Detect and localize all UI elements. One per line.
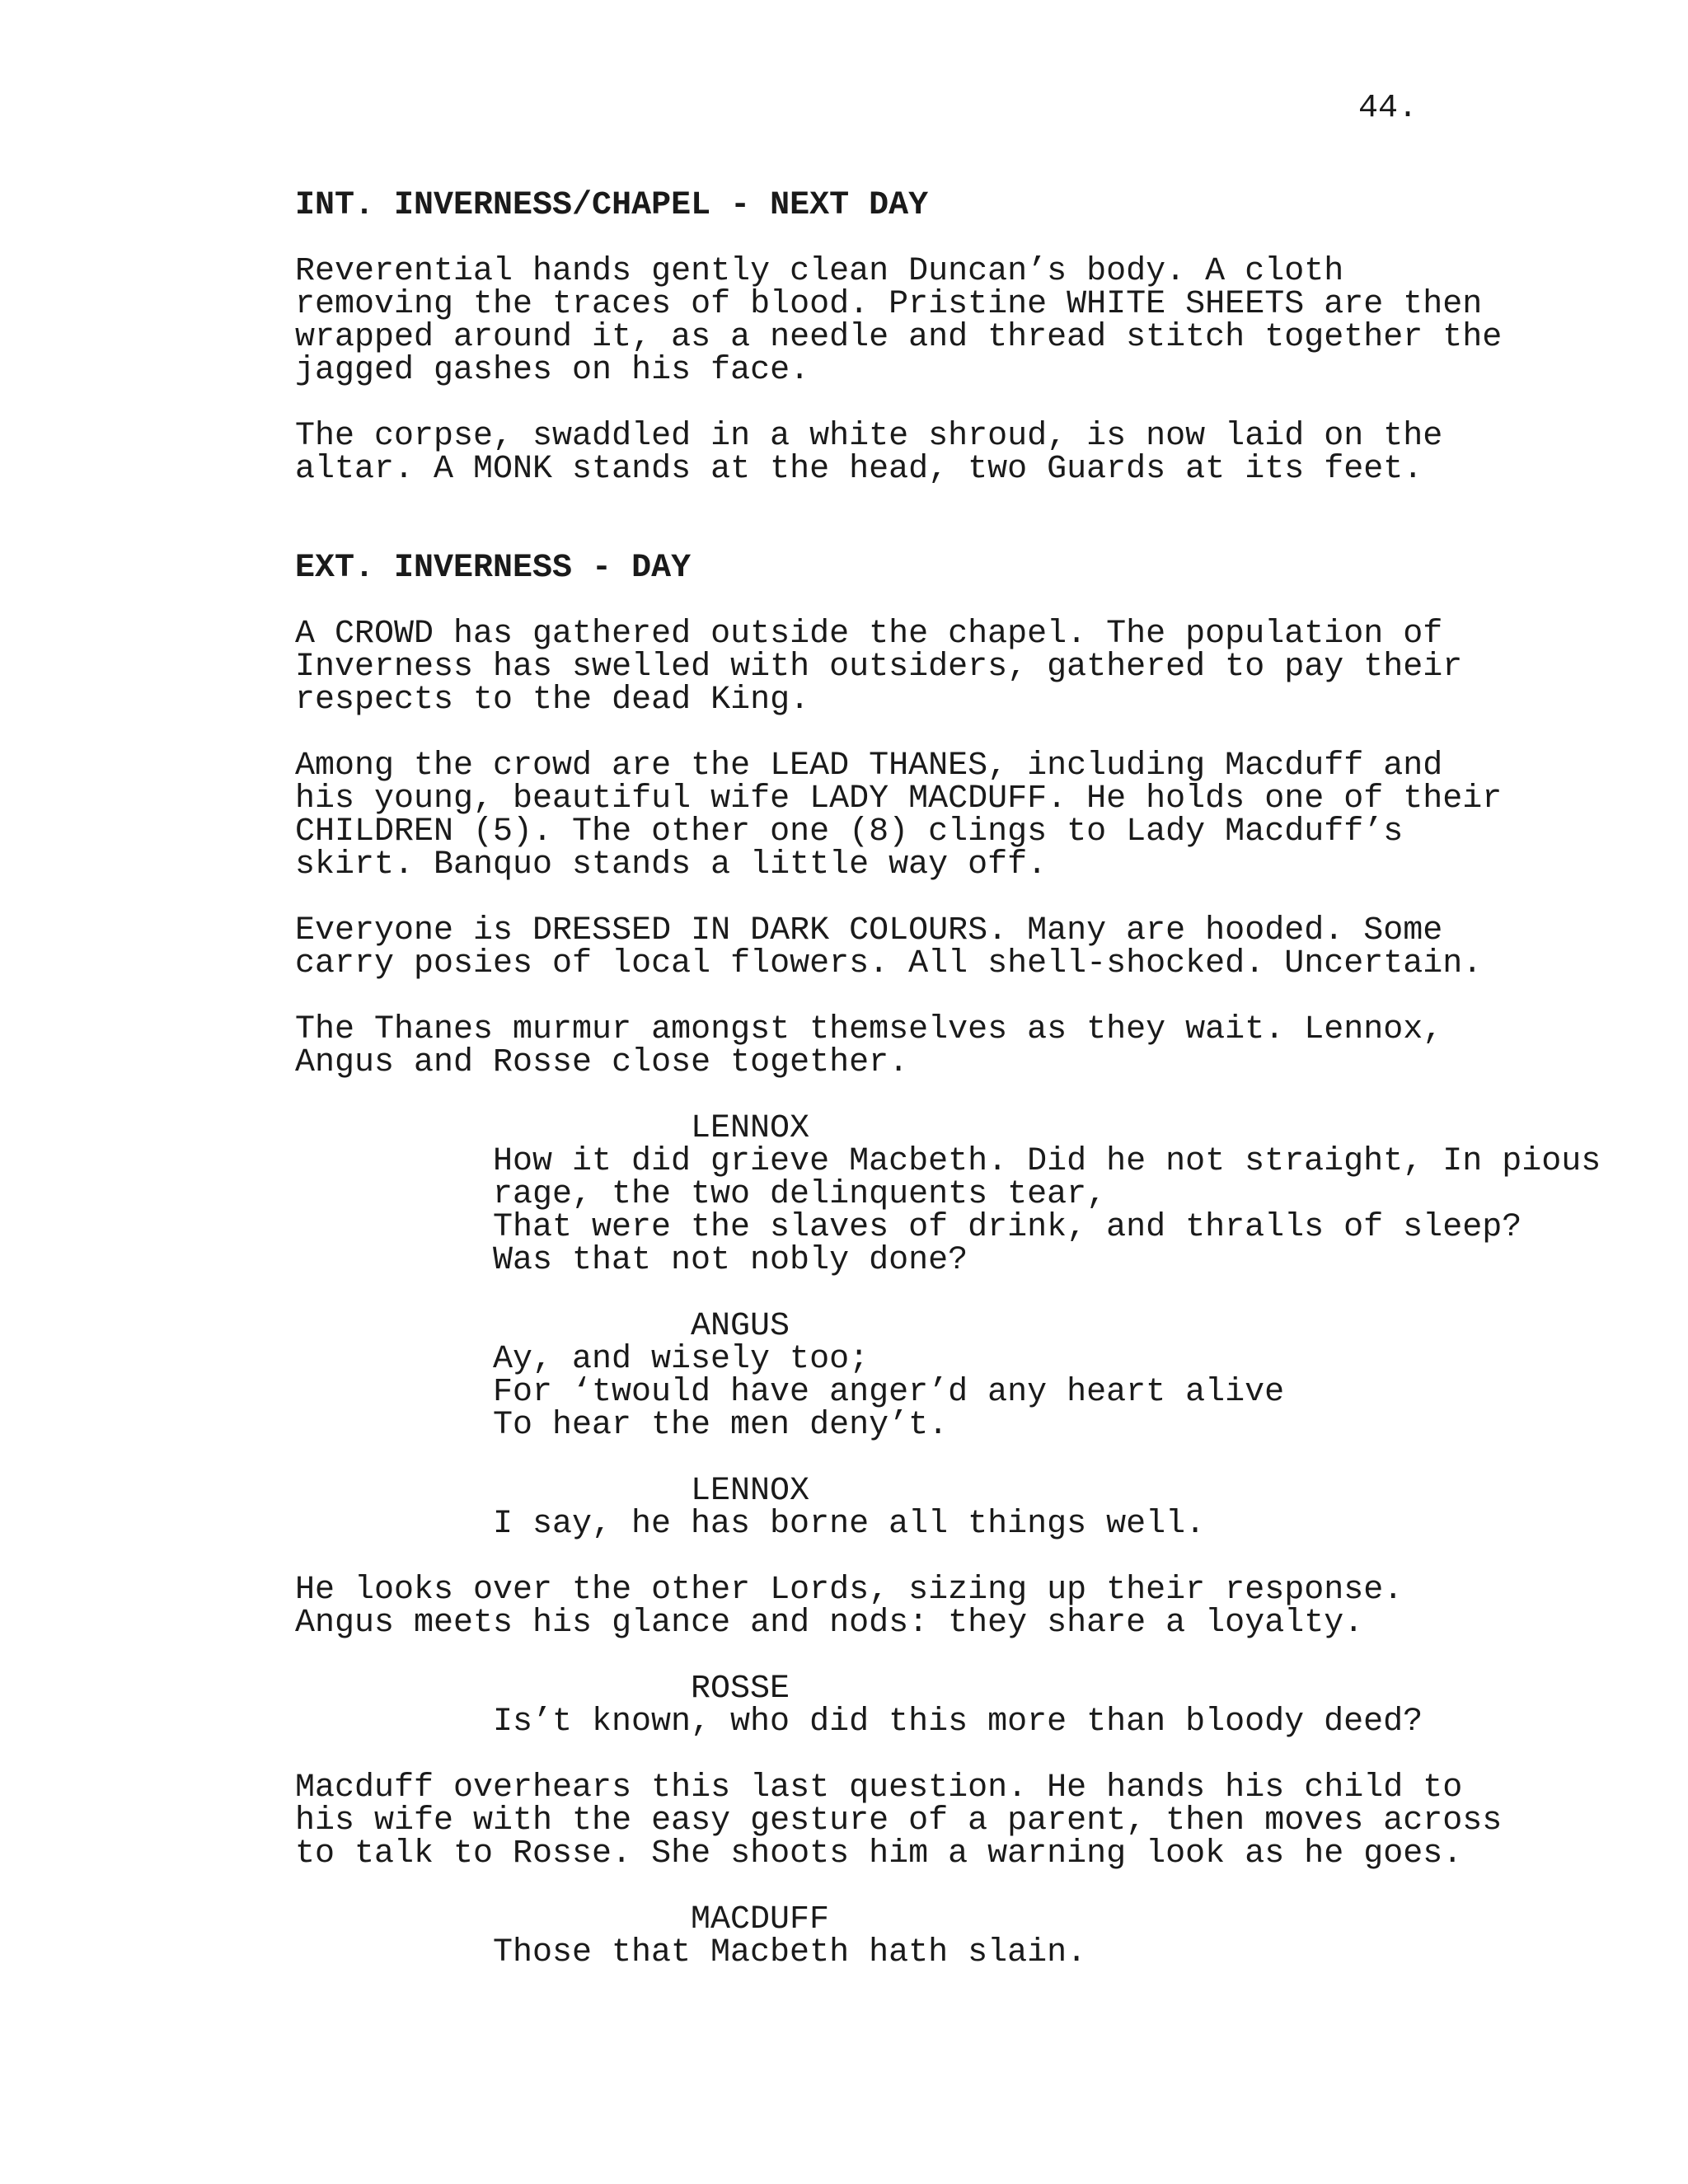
action-paragraph bbox=[295, 1011, 1630, 1081]
dialogue-line: Is’t known, who did this more than bloody deed? bbox=[493, 1704, 1423, 1741]
action-line: Everyone is DRESSED IN DARK COLOURS. Many are hooded. Some bbox=[295, 912, 1443, 949]
action-line: altar. A MONK stands at the head, two Guards at its feet. bbox=[295, 451, 1423, 488]
action-line: jagged gashes on his face. bbox=[295, 352, 810, 389]
dialogue-line: rage, the two delinquents tear, bbox=[493, 1176, 1107, 1213]
action-line: respects to the dead King. bbox=[295, 682, 810, 719]
action-line: wrapped around it, as a needle and thread stitch together the bbox=[295, 319, 1503, 356]
scene-heading: EXT. INVERNESS - DAY bbox=[295, 550, 692, 587]
dialogue-line: To hear the men deny’t. bbox=[493, 1407, 949, 1444]
action-line: A CROWD has gathered outside the chapel. The population of bbox=[295, 616, 1443, 653]
action-line: The corpse, swaddled in a white shroud, is now laid on the bbox=[295, 418, 1443, 455]
dialogue-line: That were the slaves of drink, and thralls of sleep? bbox=[493, 1209, 1522, 1246]
action-line: Macduff overhears this last question. He hands his child to bbox=[295, 1769, 1463, 1807]
dialogue-block bbox=[493, 1110, 1630, 1279]
dialogue-line: I say, he has borne all things well. bbox=[493, 1506, 1206, 1543]
action-paragraph bbox=[295, 618, 1630, 717]
action-line: CHILDREN (5). The other one (8) clings to Lady Macduff’s bbox=[295, 813, 1404, 851]
action-line: removing the traces of blood. Pristine WHITE SHEETS are then bbox=[295, 286, 1483, 323]
dialogue-line: How it did grieve Macbeth. Did he not straight, In pious bbox=[493, 1143, 1601, 1180]
character-name: ROSSE bbox=[691, 1671, 790, 1708]
action-paragraph bbox=[295, 255, 1630, 387]
action-line: He looks over the other Lords, sizing up their response. bbox=[295, 1572, 1404, 1609]
dialogue-line: Those that Macbeth hath slain. bbox=[493, 1934, 1087, 1971]
dialogue-line: Ay, and wisely too; bbox=[493, 1341, 870, 1378]
dialogue-block bbox=[493, 1475, 1630, 1541]
action-paragraph bbox=[295, 420, 1630, 486]
action-line: to talk to Rosse. She shoots him a warning look as he goes. bbox=[295, 1835, 1463, 1872]
action-line: Angus meets his glance and nods: they share a loyalty. bbox=[295, 1605, 1364, 1642]
action-line: skirt. Banquo stands a little way off. bbox=[295, 846, 1048, 883]
action-line: Inverness has swelled with outsiders, gathered to pay their bbox=[295, 649, 1463, 686]
action-line: Among the crowd are the LEAD THANES, including Macduff and bbox=[295, 748, 1443, 785]
action-line: Angus and Rosse close together. bbox=[295, 1044, 909, 1081]
dialogue-block bbox=[493, 1673, 1630, 1739]
character-name: ANGUS bbox=[691, 1308, 790, 1345]
page-number: 44. bbox=[1358, 90, 1418, 127]
action-line: his young, beautiful wife LADY MACDUFF. He holds one of their bbox=[295, 780, 1503, 818]
action-paragraph bbox=[295, 912, 1630, 982]
dialogue-line: Was that not nobly done? bbox=[493, 1242, 968, 1279]
action-line: his wife with the easy gesture of a parent, then moves across bbox=[295, 1802, 1503, 1840]
action-paragraph bbox=[295, 1574, 1630, 1640]
action-line: Reverential hands gently clean Duncan’s body. A cloth bbox=[295, 253, 1344, 290]
character-name: MACDUFF bbox=[691, 1901, 830, 1938]
dialogue-line: For ‘twould have anger’d any heart alive bbox=[493, 1374, 1285, 1411]
page-content bbox=[295, 187, 1630, 1971]
action-paragraph bbox=[295, 1769, 1630, 1872]
action-paragraph bbox=[295, 750, 1630, 882]
action-line: The Thanes murmur amongst themselves as they wait. Lennox, bbox=[295, 1011, 1443, 1048]
dialogue-block bbox=[493, 1310, 1630, 1442]
dialogue-block bbox=[493, 1901, 1630, 1971]
character-name: LENNOX bbox=[691, 1473, 810, 1510]
character-name: LENNOX bbox=[691, 1110, 810, 1147]
action-line: carry posies of local flowers. All shell-shocked. Uncertain. bbox=[295, 945, 1483, 982]
scene-heading: INT. INVERNESS/CHAPEL - NEXT DAY bbox=[295, 187, 929, 224]
